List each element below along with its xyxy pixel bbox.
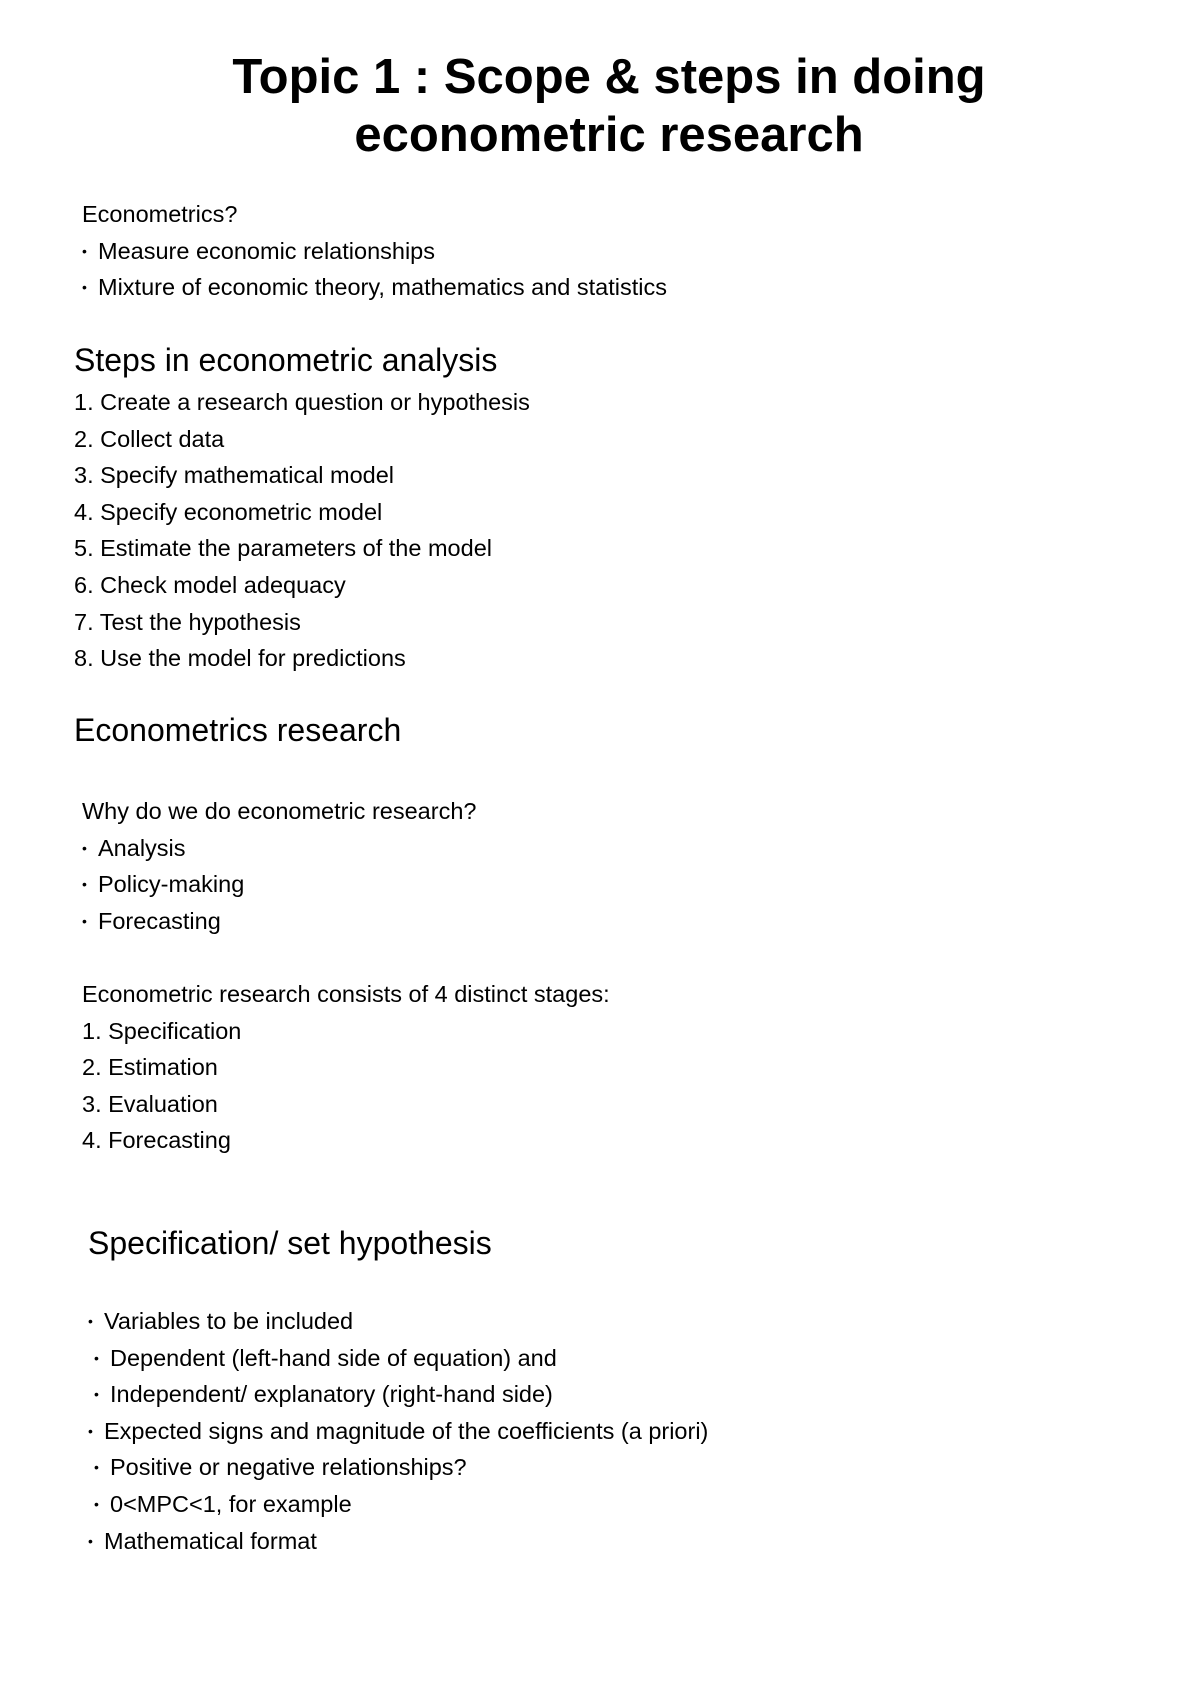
step-item: 8. Use the model for predictions bbox=[74, 645, 406, 672]
step-item: 3. Specify mathematical model bbox=[74, 462, 395, 489]
why-block bbox=[82, 793, 476, 939]
spec-bullet: • Mathematical format bbox=[88, 1523, 708, 1560]
spec-sub-bullet: • Independent/ explanatory (right-hand side) bbox=[88, 1376, 708, 1413]
step-item: 7. Test the hypothesis bbox=[74, 608, 301, 635]
spec-bullet: • Variables to be included bbox=[88, 1303, 708, 1340]
why-bullet: • Policy-making bbox=[82, 866, 476, 903]
title-line-1: Topic 1 : Scope & steps in doing bbox=[232, 50, 986, 104]
stage-item: 1. Specification bbox=[82, 1017, 242, 1044]
why-question: Why do we do econometric research? bbox=[82, 798, 477, 824]
intro-block bbox=[82, 196, 667, 306]
spec-sub-bullet: • 0<MPC<1, for example bbox=[88, 1486, 708, 1523]
stage-item: 2. Estimation bbox=[82, 1054, 218, 1081]
specification-list bbox=[88, 1303, 708, 1559]
stages-intro: Econometric research consists of 4 distinct stages: bbox=[82, 981, 610, 1007]
step-item: 4. Specify econometric model bbox=[74, 498, 383, 525]
intro-bullet: • Mixture of economic theory, mathematics and statistics bbox=[82, 269, 667, 306]
stage-item: 3. Evaluation bbox=[82, 1090, 218, 1117]
step-item: 2. Collect data bbox=[74, 425, 225, 452]
why-bullet: • Analysis bbox=[82, 830, 476, 867]
title-line-2: econometric research bbox=[354, 108, 864, 162]
stages-block bbox=[82, 976, 610, 1159]
why-bullet: • Forecasting bbox=[82, 903, 476, 940]
step-item: 5. Estimate the parameters of the model bbox=[74, 535, 492, 562]
spec-sub-bullet: • Dependent (left-hand side of equation) and bbox=[88, 1340, 708, 1377]
step-item: 6. Check model adequacy bbox=[74, 571, 346, 598]
spec-sub-bullet: • Positive or negative relationships? bbox=[88, 1449, 708, 1486]
intro-question: Econometrics? bbox=[82, 201, 238, 227]
research-heading: Econometrics research bbox=[74, 712, 402, 748]
spec-bullet: • Expected signs and magnitude of the coefficients (a priori) bbox=[88, 1413, 708, 1450]
steps-list bbox=[74, 384, 530, 677]
intro-bullet: • Measure economic relationships bbox=[82, 233, 667, 270]
page-title bbox=[0, 48, 1200, 164]
stage-item: 4. Forecasting bbox=[82, 1127, 231, 1154]
steps-heading: Steps in econometric analysis bbox=[74, 342, 498, 378]
specification-heading: Specification/ set hypothesis bbox=[88, 1225, 492, 1261]
step-item: 1. Create a research question or hypothesis bbox=[74, 389, 530, 415]
